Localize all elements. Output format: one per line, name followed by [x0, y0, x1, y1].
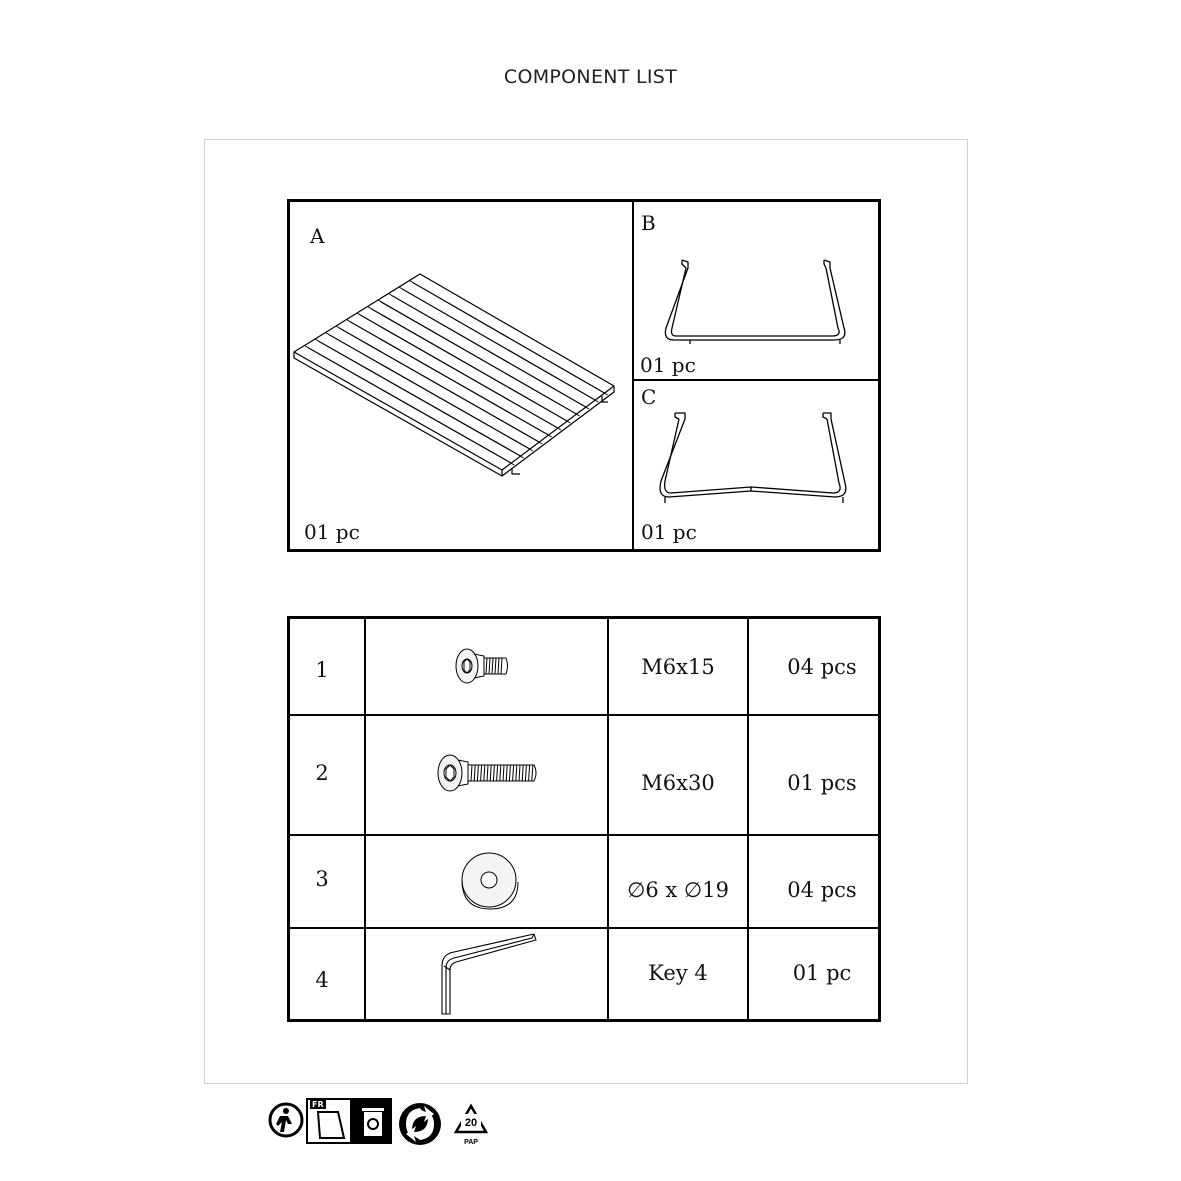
slatted-panel-drawing	[290, 268, 630, 478]
allen-key-icon	[430, 930, 542, 1018]
parts-table-row-divider	[633, 379, 879, 381]
hardware-row-3-qty: 04 pcs	[787, 878, 857, 902]
long-bolt-icon	[432, 750, 542, 796]
hardware-row-2-number: 2	[315, 761, 329, 785]
hardware-row-divider-1	[289, 714, 879, 716]
bolt-thread-line	[487, 765, 488, 781]
hardware-row-2-qty: 01 pcs	[787, 771, 857, 795]
hardware-row-4-number: 4	[315, 968, 329, 992]
hardware-row-1-qty: 04 pcs	[787, 655, 857, 679]
part-c-letter: C	[641, 385, 657, 409]
bolt-thread-line	[506, 765, 507, 781]
bolt-thread-line	[519, 765, 520, 781]
hardware-row-3-spec: ∅6 x ∅19	[627, 878, 729, 902]
bolt-thread-line	[503, 765, 504, 781]
bolt-thread-line	[477, 765, 478, 781]
hardware-row-1-number: 1	[315, 658, 329, 682]
bolt-thread-line	[481, 765, 482, 781]
pap-label: PAP	[464, 1139, 478, 1146]
bolt-thread-line	[497, 765, 498, 781]
info-tri-badge: FR	[312, 1100, 324, 1109]
hardware-row-4-spec: Key 4	[648, 961, 708, 985]
pap-number: 20	[464, 1117, 478, 1129]
bolt-thread-line	[471, 765, 472, 781]
bolt-thread-line	[509, 765, 510, 781]
bolt-thread-line	[474, 765, 475, 781]
bolt-thread-line	[513, 765, 514, 781]
part-b-qty: 01 pc	[640, 353, 696, 377]
hardware-col-divider-1	[364, 618, 366, 1020]
bolt-thread-line	[493, 765, 494, 781]
part-c-qty: 01 pc	[641, 520, 697, 544]
triman-icon	[268, 1102, 304, 1138]
hardware-row-3-number: 3	[315, 867, 329, 891]
hardware-row-4-qty: 01 pc	[792, 961, 852, 985]
info-tri-icon	[306, 1098, 392, 1144]
hardware-row-divider-2	[289, 834, 879, 836]
page-title: COMPONENT LIST	[503, 66, 678, 88]
hardware-row-divider-3	[289, 927, 879, 929]
parts-table-divider	[632, 201, 634, 550]
part-a-letter: A	[310, 224, 325, 248]
washer-icon	[456, 849, 526, 911]
short-bolt-icon	[450, 645, 512, 687]
hardware-row-2-spec: M6x30	[641, 771, 715, 795]
bolt-thread-line	[529, 765, 530, 781]
green-dot-icon	[398, 1102, 442, 1146]
bolt-thread-line	[484, 765, 485, 781]
frame-b-drawing	[650, 250, 870, 355]
part-a-qty: 01 pc	[304, 520, 360, 544]
pap-recycle-icon	[450, 1102, 492, 1146]
bolt-thread-line	[490, 765, 491, 781]
part-b-letter: B	[641, 211, 656, 235]
bolt-thread-line	[516, 765, 517, 781]
frame-c-drawing	[645, 405, 870, 510]
bolt-thread-line	[522, 765, 523, 781]
hardware-row-1-spec: M6x15	[641, 655, 715, 679]
bolt-thread-line	[525, 765, 526, 781]
bolt-thread-line	[500, 765, 501, 781]
bolt-thread-line	[532, 765, 533, 781]
